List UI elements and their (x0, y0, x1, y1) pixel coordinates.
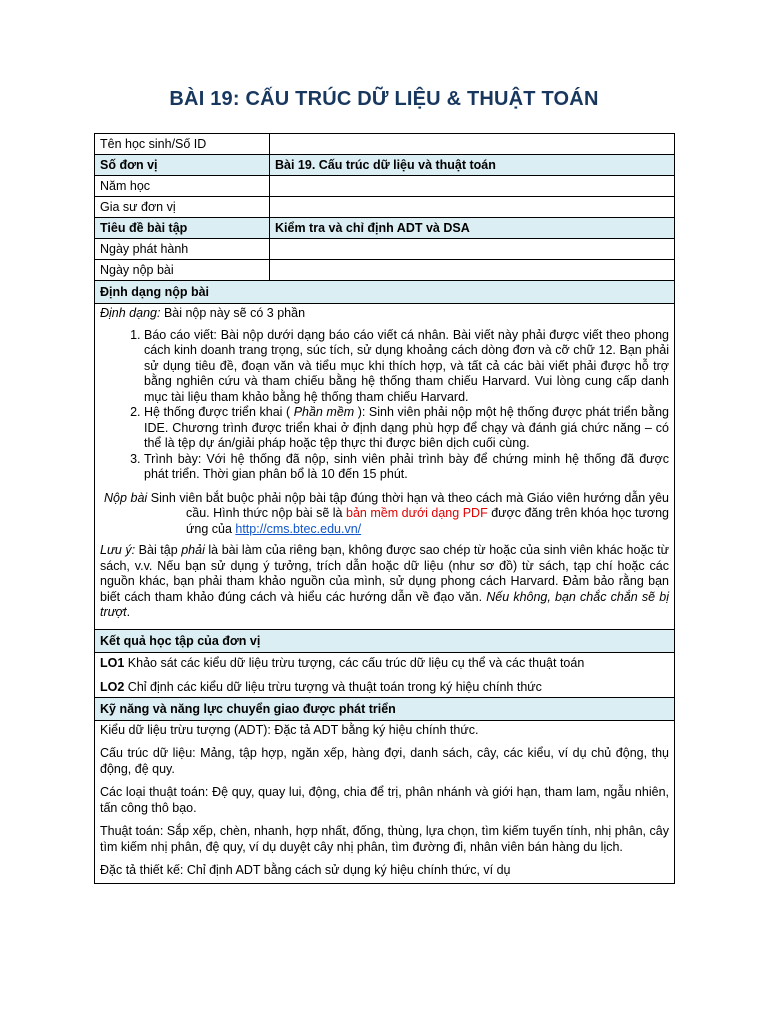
info-label: Gia sư đơn vị (95, 197, 270, 218)
outcome-lo2 (100, 679, 669, 695)
info-row (95, 218, 675, 239)
info-label: Ngày nộp bài (95, 260, 270, 281)
outcome-text: Khảo sát các kiểu dữ liệu trừu tượng, các cấu trúc dữ liệu cụ thể và các thuật toán (124, 655, 585, 670)
note-end: . (126, 605, 131, 619)
info-row (95, 134, 675, 155)
part-system-em: Phần mềm (293, 405, 355, 419)
info-label: Năm học (95, 176, 270, 197)
info-label: Số đơn vị (95, 155, 270, 176)
note-em-must: phải (181, 543, 205, 557)
info-row (95, 239, 675, 260)
part-implemented-system (144, 405, 669, 452)
info-row (95, 260, 675, 281)
submit-text-2: được đăng trên khóa học tương ứng của (186, 506, 669, 536)
info-value[interactable] (270, 239, 675, 260)
skill-item: Kiểu dữ liệu trừu tượng (ADT): Đặc tả ADT bằng ký hiệu chính thức. (100, 722, 479, 737)
format-label: Định dạng: (100, 306, 161, 320)
info-value: Kiểm tra và chỉ định ADT và DSA (270, 218, 675, 239)
note-em-fail: Nếu không, bạn chắc chắn sẽ bị trượt (100, 589, 669, 619)
cms-link[interactable]: http://cms.btec.edu.vn/ (235, 521, 362, 536)
submission-parts-list (100, 328, 669, 483)
outcome-text: Chỉ định các kiểu dữ liệu trừu tượng và thuật toán trong ký hiệu chính thức (124, 679, 542, 694)
part-system-prefix: Hệ thống được triển khai ( (144, 405, 294, 419)
skill-item: Các loại thuật toán: Đệ quy, quay lui, động, chia để trị, phân nhánh và giới hạn, tham lam, ngẫu nhiên, tấn công thô bạo. (100, 785, 669, 815)
info-row (95, 197, 675, 218)
info-value[interactable] (270, 134, 675, 155)
info-value[interactable] (270, 197, 675, 218)
part-system-suffix: ): Sinh viên phải nộp một hệ thống được phát triển bằng IDE. Chương trình được triển khai ở định dạng phù hợp để chạy và đánh giá chức năng – có thể là tệp dự án/giải pháp hoặc tệp thực thi được biên dịch cuối cùng. (144, 405, 669, 450)
note-text: Bài tập (135, 543, 182, 557)
part-presentation: 3. Trình bày: Với hệ thống đã nộp, sinh viên phải trình bày để chứng minh hệ thống đã được phát triển. Thời gian phân bổ là 10 đến 15 phút. (144, 452, 669, 483)
format-line (100, 306, 669, 322)
info-row (95, 155, 675, 176)
note-paragraph (100, 543, 669, 621)
info-label: Tên học sinh/Số ID (95, 134, 270, 155)
info-label: Ngày phát hành (95, 239, 270, 260)
submission-body (95, 304, 675, 630)
info-value: Bài 19. Cấu trúc dữ liệu và thuật toán (270, 155, 675, 176)
skill-item: Đặc tả thiết kế: Chỉ định ADT bằng cách sử dụng ký hiệu chính thức, ví dụ (100, 863, 511, 877)
info-label: Tiêu đề bài tập (95, 218, 270, 239)
skill-item: Thuật toán: Sắp xếp, chèn, nhanh, hợp nhất, đống, thùng, lựa chọn, tìm kiếm tuyến tính, nhị phân, cây tìm kiếm nhị phân, đệ quy, ví dụ duyệt cây nhị phân, tìm đường đi, nhân viên bán hàng du lịch. (100, 824, 669, 854)
skill-item: Cấu trúc dữ liệu: Mảng, tập hợp, ngăn xếp, hàng đợi, danh sách, cây, các kiểu, ví dụ chủ động, thụ động, đệ quy. (100, 746, 669, 776)
page-title: BÀI 19: CẤU TRÚC DỮ LIỆU & THUẬT TOÁN (169, 88, 599, 110)
skills-header: Kỹ năng và năng lực chuyển giao được phát triển (95, 697, 675, 720)
outcome-lo1 (100, 655, 669, 671)
skills-body (95, 720, 675, 883)
outcome-code: LO2 (100, 679, 125, 694)
format-text: Bài nộp này sẽ có 3 phần (160, 306, 306, 320)
info-value[interactable] (270, 260, 675, 281)
submit-format-highlight: bản mềm dưới dạng PDF (346, 506, 488, 520)
submit-label: Nộp bài (104, 490, 148, 505)
part-written-report: 1. Báo cáo viết: Bài nộp dưới dạng báo cáo viết cá nhân. Bài viết này phải được viết theo phong cách kinh doanh trang trọng, súc tích, sử dụng khoảng cách dòng đơn và cỡ chữ 12. Bạn phải sử dụng tiêu đề, đoạn văn và tiểu mục khi thích hợp, và tất cả các bài viết phải được hỗ trợ bằng nghiên cứu và tham chiếu bằng hệ thống tham chiếu Harvard. Vui lòng cung cấp danh mục tài liệu tham khảo bằng hệ thống tham chiếu Harvard. (144, 328, 669, 406)
assignment-table (94, 133, 675, 884)
note-text-2: là bài làm của riêng bạn, không được sao chép từ hoặc của sinh viên khác hoặc từ sách, v.v. Nếu bạn sử dụng ý tưởng, trích dẫn hoặc dữ liệu (như sơ đồ) từ sách, tạp chí hoặc các nguồn khác, bạn phải tham khảo nguồn của mình, sử dụng phong cách Harvard. Đảm bảo rằng bạn biết cách tham khảo đúng cách và hiểu các hướng dẫn về đạo văn. (100, 543, 669, 604)
submit-text: Sinh viên bắt buộc phải nộp bài tập đúng thời hạn và theo cách mà Giáo viên hướng dẫn yêu cầu. Hình thức nộp bài sẽ là (147, 490, 669, 520)
outcomes-header: Kết quả học tập của đơn vị (95, 629, 675, 652)
info-value[interactable] (270, 176, 675, 197)
info-row (95, 176, 675, 197)
note-label: Lưu ý: (100, 543, 136, 557)
outcome-code: LO1 (100, 655, 125, 670)
submission-header: Định dạng nộp bài (95, 281, 675, 304)
outcomes-body (95, 652, 675, 697)
submit-paragraph (100, 491, 669, 538)
